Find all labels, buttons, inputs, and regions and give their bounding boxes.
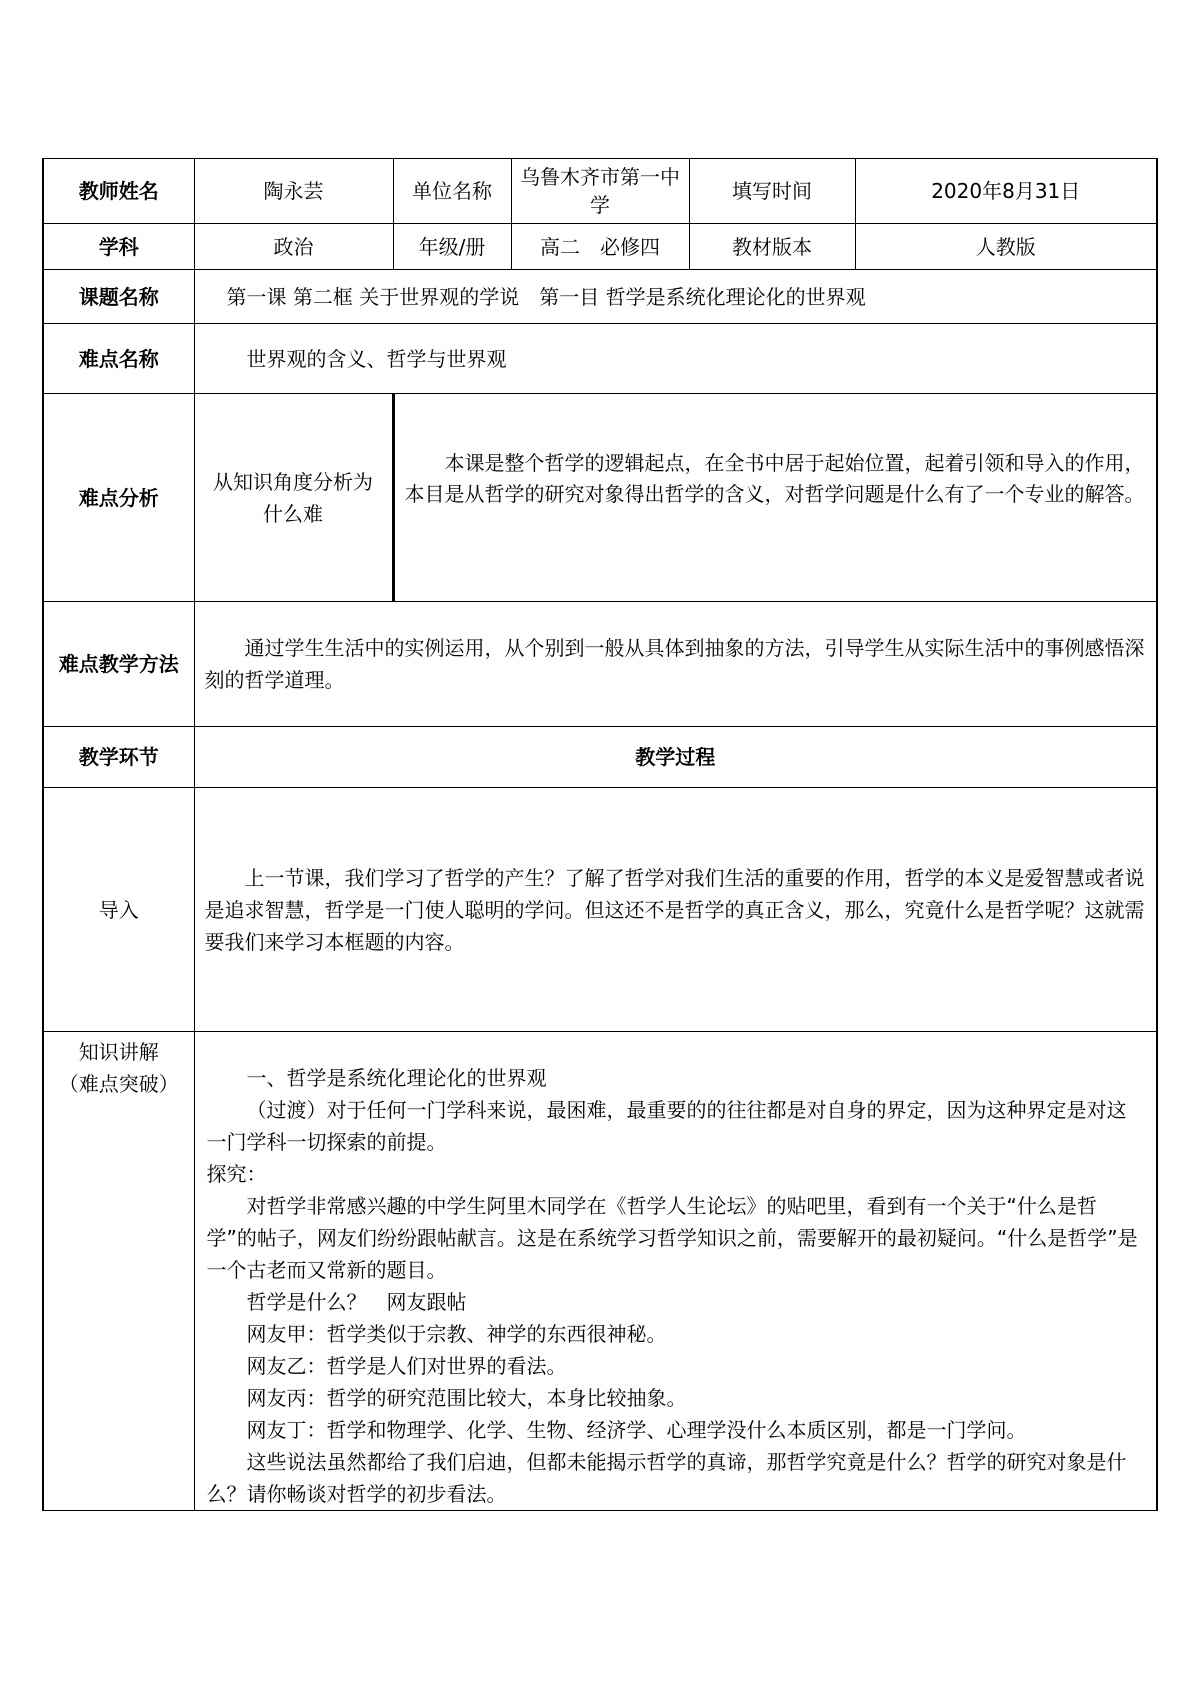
knowledge-transition: （过渡）对于任何一门学科来说，最困难，最重要的的往往都是对自身的界定，因为这种界定是对这一门学科一切探索的前提。	[206, 1098, 1127, 1154]
knowledge-heading: 一、哲学是系统化理论化的世界观	[246, 1066, 547, 1090]
analysis-text: 本课是整个哲学的逻辑起点，在全书中居于起始位置，起着引领和导入的作用，本目是从哲学的研究对象得出哲学的含义，对哲学问题是什么有了一个专业的解答。	[404, 451, 1145, 506]
subject-value: 政治	[194, 224, 393, 270]
unit-name-label: 单位名称	[393, 159, 511, 224]
process-header-row	[43, 727, 1157, 788]
intro-text-cell	[194, 788, 1157, 1032]
knowledge-label-line1: 知识讲解	[78, 1040, 159, 1064]
intro-text: 上一节课，我们学习了哲学的产生？了解了哲学对我们生活的重要的作用，哲学的本义是爱智慧或者说是追求智慧，哲学是一门使人聪明的学问。但这还不是哲学的真正含义，那么，究竟什么是哲学呢？这就需要我们来学习本框题的内容。	[204, 865, 1145, 954]
intro-row	[43, 788, 1157, 1032]
subject-label: 学科	[43, 224, 194, 270]
process-detail-header: 教学过程	[194, 727, 1157, 788]
unit-name-value: 乌鲁木齐市第一中学	[511, 159, 689, 224]
knowledge-label-line2: （难点突破）	[58, 1072, 179, 1096]
edition-label: 教材版本	[689, 224, 855, 270]
edition-value: 人教版	[855, 224, 1157, 270]
knowledge-reply-c: 网友丙：哲学的研究范围比较大，本身比较抽象。	[246, 1386, 687, 1410]
knowledge-label-cell	[43, 1032, 194, 1511]
analysis-text-cell	[393, 394, 1157, 602]
knowledge-conclusion: 这些说法虽然都给了我们启迪，但都未能揭示哲学的真谛，那哲学究竟是什么？哲学的研究对象是什么？请你畅谈对哲学的初步看法。	[206, 1450, 1127, 1506]
knowledge-question: 哲学是什么？ 网友跟帖	[246, 1290, 467, 1314]
lesson-plan-sheet	[42, 158, 1156, 1511]
knowledge-content-cell	[194, 1032, 1157, 1511]
difficulty-row	[43, 324, 1157, 394]
process-step-header: 教学环节	[43, 727, 194, 788]
analysis-sub-label: 从知识角度分析为什么难	[194, 394, 393, 602]
method-text-cell	[194, 602, 1157, 727]
topic-row	[43, 270, 1157, 324]
topic-value: 第一课 第二框 关于世界观的学说 第一目 哲学是系统化理论化的世界观	[194, 270, 1157, 324]
intro-label: 导入	[43, 788, 194, 1032]
teacher-name-label: 教师姓名	[43, 159, 194, 224]
difficulty-value: 世界观的含义、哲学与世界观	[194, 324, 1157, 394]
header-row-1	[43, 159, 1157, 224]
knowledge-explore-label: 探究：	[206, 1162, 267, 1186]
difficulty-label: 难点名称	[43, 324, 194, 394]
analysis-row	[43, 394, 1157, 602]
knowledge-row	[43, 1032, 1157, 1511]
knowledge-reply-b: 网友乙：哲学是人们对世界的看法。	[246, 1354, 567, 1378]
fill-date-value: 2020年8月31日	[855, 159, 1157, 224]
method-row	[43, 602, 1157, 727]
knowledge-reply-d: 网友丁：哲学和物理学、化学、生物、经济学、心理学没什么本质区别，都是一门学问。	[246, 1418, 1027, 1442]
teacher-name-value: 陶永芸	[194, 159, 393, 224]
grade-value: 高二 必修四	[511, 224, 689, 270]
knowledge-reply-a: 网友甲：哲学类似于宗教、神学的东西很神秘。	[246, 1322, 667, 1346]
method-label: 难点教学方法	[43, 602, 194, 727]
fill-date-label: 填写时间	[689, 159, 855, 224]
topic-label: 课题名称	[43, 270, 194, 324]
method-text: 通过学生生活中的实例运用，从个别到一般从具体到抽象的方法，引导学生从实际生活中的事例感悟深刻的哲学道理。	[204, 636, 1145, 692]
lesson-plan-table	[42, 158, 1158, 1511]
knowledge-explore-text: 对哲学非常感兴趣的中学生阿里木同学在《哲学人生论坛》的贴吧里，看到有一个关于“什么是哲学”的帖子，网友们纷纷跟帖献言。这是在系统学习哲学知识之前，需要解开的最初疑问。“什么是哲学”是一个古老而又常新的题目。	[206, 1194, 1138, 1282]
header-row-2	[43, 224, 1157, 270]
analysis-label: 难点分析	[43, 394, 194, 602]
grade-label: 年级/册	[393, 224, 511, 270]
